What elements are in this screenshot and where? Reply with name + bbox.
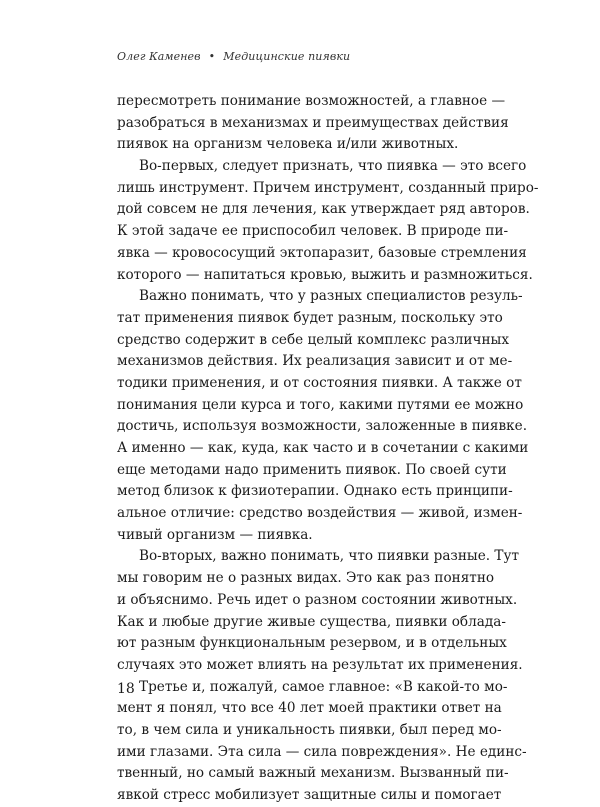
text-line: понимания цели курса и того, какими путями ее можно (117, 396, 524, 413)
text-line: пиявок на организм человека и/или животных. (117, 136, 459, 153)
text-line: К этой задаче ее приспособил человек. В природе пи- (117, 223, 509, 240)
text-line: разобраться в механизмах и преимуществах действия (117, 114, 509, 131)
text-line: дой совсем не для лечения, как утверждает ряд авторов. (117, 201, 530, 218)
text-line: которого — напитаться кровью, выжить и размножиться. (117, 266, 533, 283)
text-line: и объяснимо. Речь идет о разном состоянии животных. (117, 591, 518, 608)
text-line: тат применения пиявок будет разным, поскольку это (117, 309, 503, 326)
text-line: Важно понимать, что у разных специалистов резуль- (139, 288, 523, 305)
body-text (117, 91, 539, 807)
text-line: Во-первых, следует признать, что пиявка — это всего (139, 158, 527, 175)
text-line: случаях это может влиять на результат их применения. (117, 656, 523, 673)
text-line: тодики применения, и от состояния пиявки. А также от (117, 374, 522, 391)
text-line: А именно — как, куда, как часто и в сочетании с какими (117, 440, 529, 456)
paragraph (117, 286, 529, 546)
text-line: Как и любые другие живые существа, пиявки облада- (117, 613, 506, 630)
running-head (117, 50, 350, 63)
text-line: ют разным функциональным резервом, и в отдельных (117, 635, 507, 652)
paragraph (117, 677, 527, 807)
text-line: механизмов действия. Их реализация зависит и от ме- (117, 353, 513, 370)
text-line: мы говорим не о разных видах. Это как раз понятно (117, 570, 495, 587)
paragraph (117, 91, 509, 156)
text-line: лишь инструмент. Причем инструмент, созданный приро- (117, 179, 539, 196)
header-title: Медицинские пиявки (223, 50, 351, 63)
text-line: средство содержит в себе целый комплекс различных (117, 331, 510, 348)
text-line: явка — кровососущий эктопаразит, базовые стремления (117, 244, 527, 261)
text-line: мент я понял, что все 40 лет моей практики ответ на (117, 700, 502, 717)
text-line: достичь, используя возможности, заложенные в пиявке. (117, 418, 528, 435)
paragraph (117, 546, 523, 676)
text-line: еще методами надо применить пиявок. По своей сути (117, 461, 507, 478)
text-line: Во-вторых, важно понимать, что пиявки разные. Тут (139, 548, 520, 565)
text-line: альное отличие: средство воздействия — живой, измен- (117, 505, 523, 522)
text-line: ими глазами. Эта сила — сила повреждения». Не единс- (117, 743, 527, 760)
text-line: чивый организм — пиявка. (117, 526, 313, 543)
header-separator: • (208, 50, 216, 63)
text-line: твенный, но самый важный механизм. Вызванный пи- (117, 765, 509, 782)
text-line: Третье и, пожалуй, самое главное: «В какой-то мо- (139, 678, 508, 695)
text-line: метод близок к физиотерапии. Однако есть принципи- (117, 483, 513, 500)
page-number: 18 (117, 681, 135, 697)
text-line: явкой стресс мобилизует защитные силы и помогает (117, 787, 502, 803)
text-line: то, в чем сила и уникальность пиявки, был перед мо- (117, 721, 502, 738)
text-line: пересмотреть понимание возможностей, а главное — (117, 93, 506, 109)
header-author: Олег Каменев (117, 50, 201, 63)
paragraph (117, 156, 539, 286)
